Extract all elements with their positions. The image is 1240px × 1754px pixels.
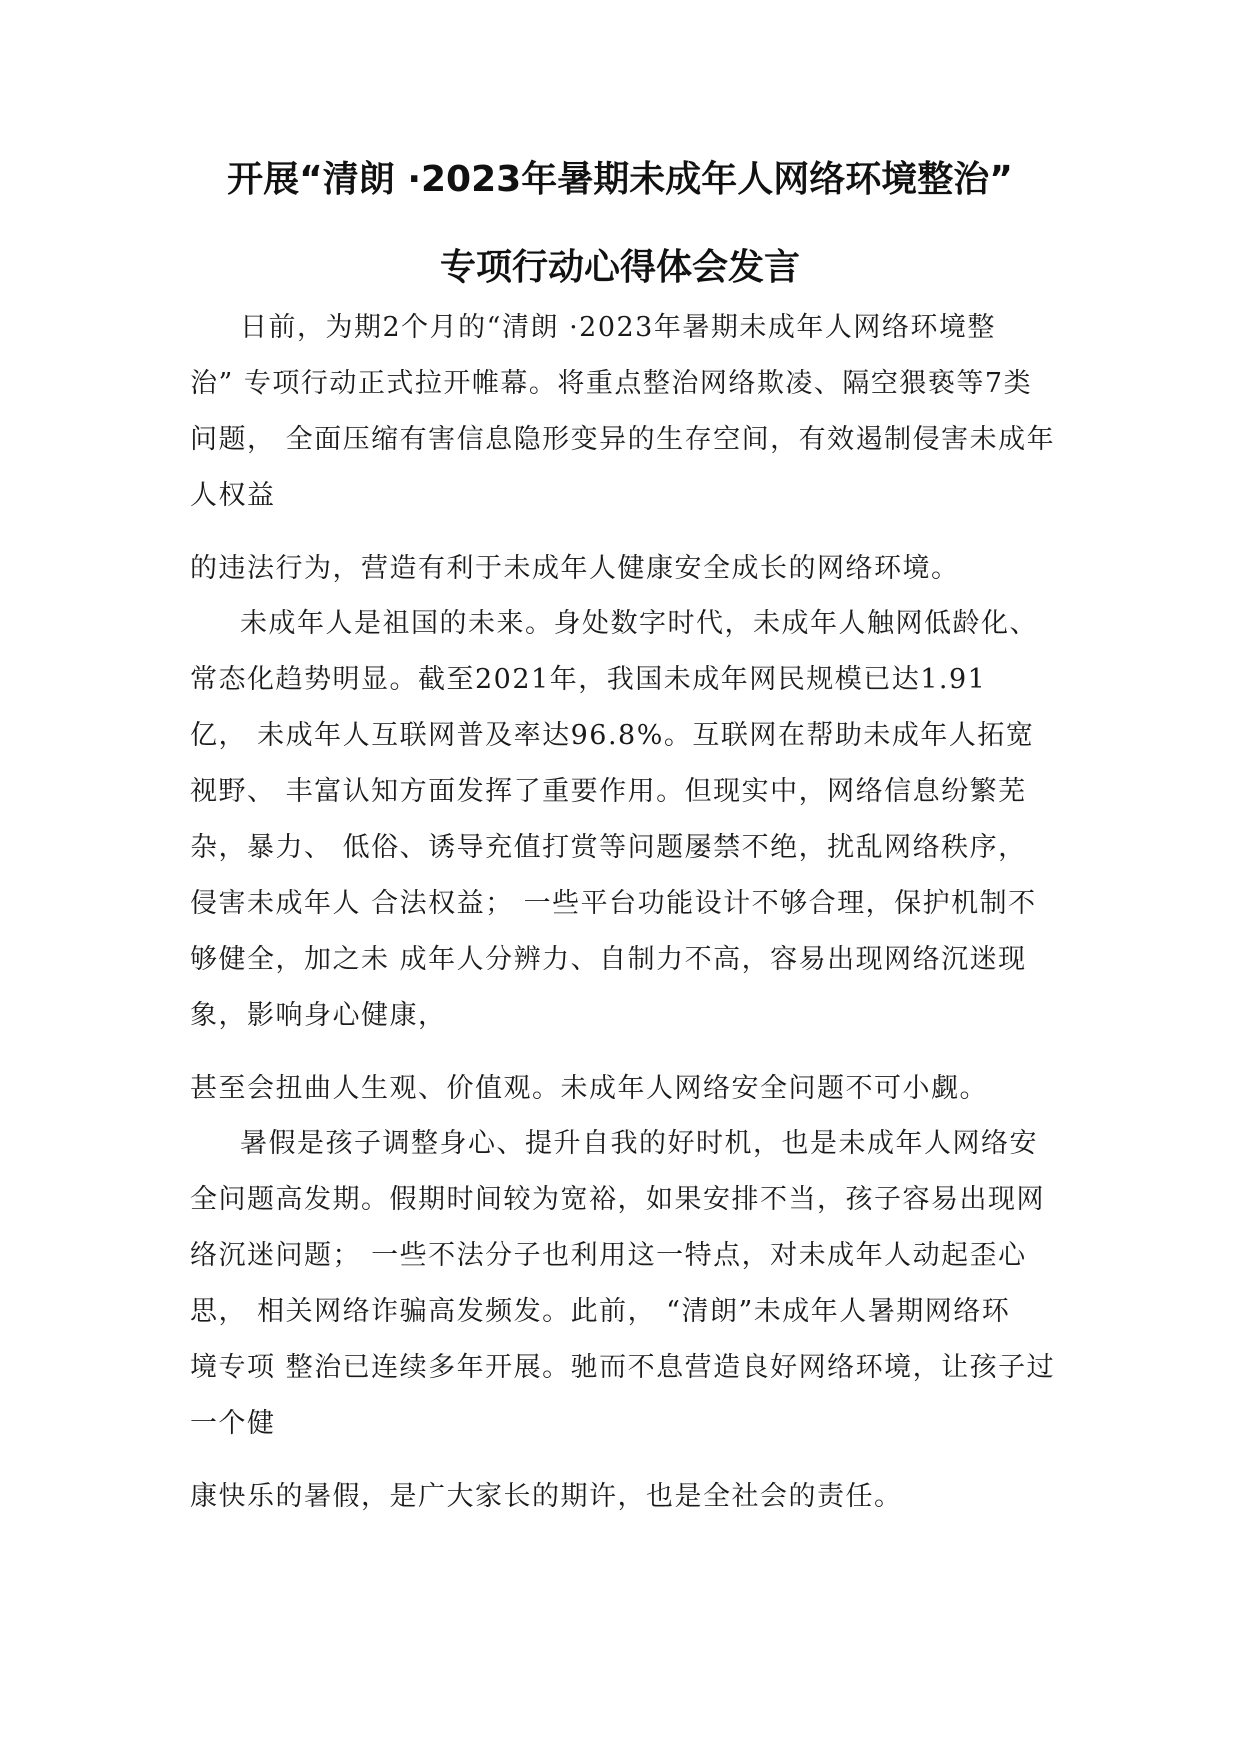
body-line: 暑假是孩子调整身心、提升自我的好时机，也是未成年人网络安 — [240, 1128, 1038, 1159]
body-line: 问题， 全面压缩有害信息隐形变异的生存空间，有效遏制侵害未成年 — [190, 424, 1056, 455]
document-title-line-2: 专项行动心得体会发言 — [439, 247, 800, 288]
body-line: 象，影响身心健康， — [190, 1000, 447, 1031]
body-line: 治” 专项行动正式拉开帷幕。将重点整治网络欺凌、隔空猥亵等7类 — [190, 368, 1033, 399]
body-line: 络沉迷问题； 一些不法分子也利用这一特点，对未成年人动起歪心 — [190, 1240, 1027, 1271]
document-title-line-1: 开展“清朗 ·2023年暑期未成年人网络环境整治” — [227, 159, 1013, 200]
body-line: 日前，为期2个月的“清朗 ·2023年暑期未成年人网络环境整 — [240, 312, 996, 343]
body-line: 全问题高发期。假期时间较为宽裕，如果安排不当，孩子容易出现网 — [190, 1184, 1045, 1215]
body-line: 亿， 未成年人互联网普及率达96.8%。互联网在帮助未成年人拓宽 — [190, 720, 1035, 751]
body-line: 康快乐的暑假，是广大家长的期许，也是全社会的责任。 — [190, 1481, 903, 1512]
body-line: 未成年人是祖国的未来。身处数字时代，未成年人触网低龄化、 — [240, 608, 1038, 639]
body-line: 思， 相关网络诈骗高发频发。此前， “清朗”未成年人暑期网络环 — [190, 1296, 1011, 1327]
body-line: 甚至会扭曲人生观、价值观。未成年人网络安全问题不可小觑。 — [190, 1073, 988, 1104]
body-line: 杂，暴力、 低俗、诱导充值打赏等问题屡禁不绝，扰乱网络秩序， — [190, 832, 1027, 863]
body-line: 视野、 丰富认知方面发挥了重要作用。但现实中，网络信息纷繁芜 — [190, 776, 1027, 807]
body-line: 的违法行为，营造有利于未成年人健康安全成长的网络环境。 — [190, 553, 960, 584]
body-line: 侵害未成年人 合法权益； 一些平台功能设计不够合理，保护机制不 — [190, 888, 1037, 919]
body-line: 一个健 — [190, 1408, 276, 1439]
body-line: 常态化趋势明显。截至2021年，我国未成年网民规模已达1.91 — [190, 664, 987, 695]
body-line: 人权益 — [190, 480, 276, 511]
body-line: 够健全，加之未 成年人分辨力、自制力不高，容易出现网络沉迷现 — [190, 944, 1027, 975]
body-line: 境专项 整治已连续多年开展。驰而不息营造良好网络环境，让孩子过 — [190, 1352, 1056, 1383]
